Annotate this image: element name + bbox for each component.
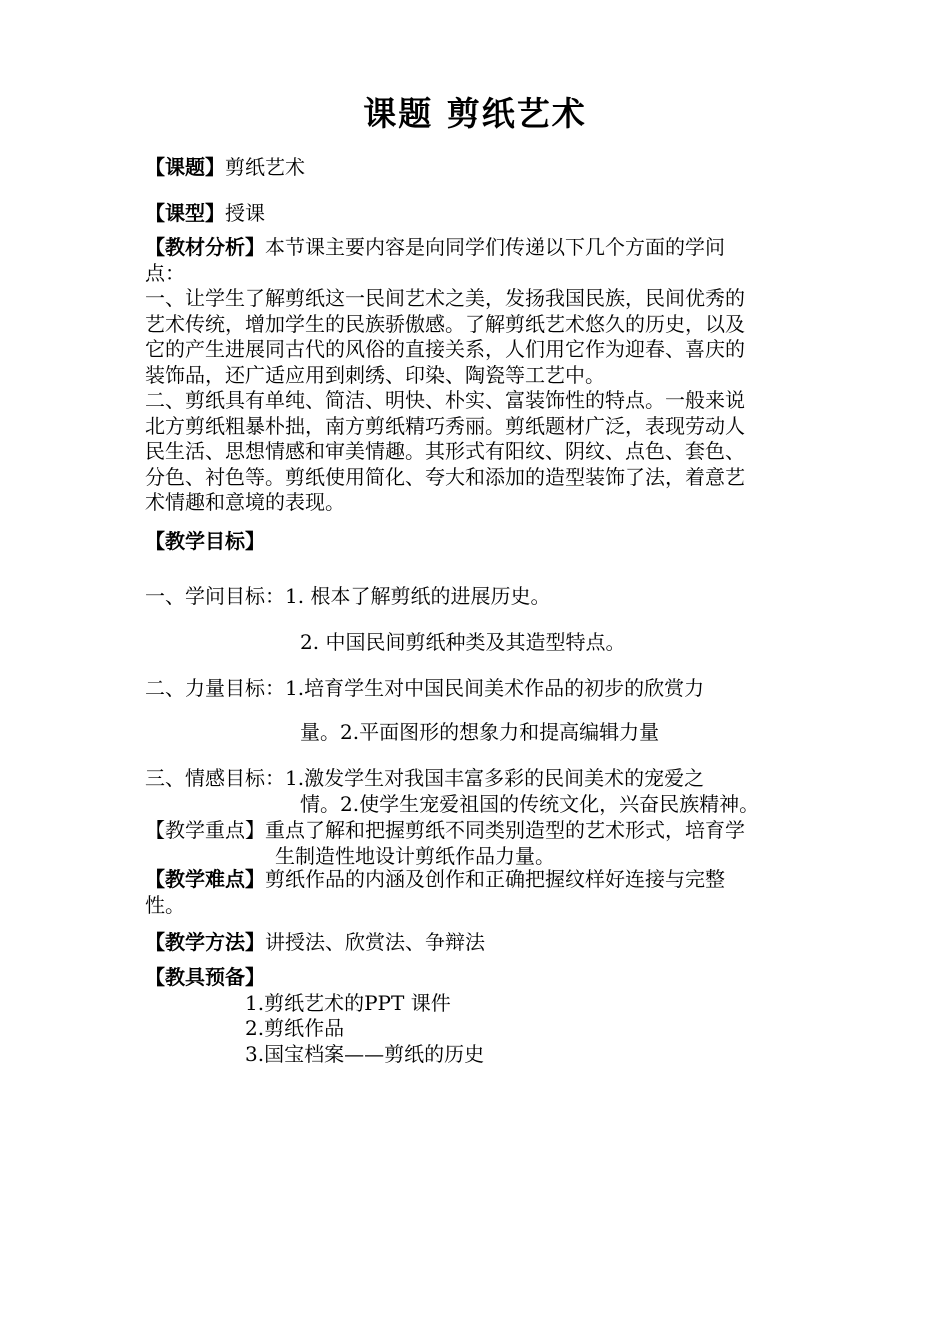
- type-label: 【课型】: [145, 201, 225, 225]
- emotion-goal-2: 情。2.使学生宠爱祖国的传统文化，兴奋民族精神。: [300, 792, 760, 816]
- goals-label: 【教学目标】: [145, 529, 265, 553]
- method-label: 【教学方法】: [145, 930, 265, 954]
- difficulty-label: 【教学难点】: [145, 867, 265, 891]
- analysis-intro-line-1: 本节课主要内容是向同学们传递以下几个方面的学问: [265, 235, 725, 259]
- emotion-goal-row: [145, 765, 704, 791]
- ability-goal-row: [145, 675, 704, 701]
- analysis-p1-line-1: 一、让学生了解剪纸这一民间艺术之美，发扬我国民族，民间优秀的: [145, 286, 745, 310]
- analysis-p1-line-3: 它的产生进展同古代的风俗的直接关系，人们用它作为迎春、喜庆的: [145, 337, 745, 361]
- tool-item-3: 3.国宝档案——剪纸的历史: [245, 1042, 485, 1066]
- topic-row: [145, 154, 305, 180]
- analysis-section: [145, 235, 825, 516]
- difficulty-row: [145, 866, 725, 892]
- tool-item-2: 2.剪纸作品: [245, 1016, 345, 1040]
- tool-item-1: 1.剪纸艺术的PPT 课件: [245, 991, 451, 1015]
- ability-goal-1: 1.培育学生对中国民间美术作品的初步的欣赏力: [285, 676, 705, 700]
- key-point-label: 【教学重点】: [145, 818, 265, 842]
- knowledge-goal-1: 1. 根本了解剪纸的进展历史。: [285, 584, 551, 608]
- method-row: [145, 929, 485, 955]
- difficulty-line-2: 性。: [145, 893, 185, 917]
- method-value: 讲授法、欣赏法、争辩法: [265, 930, 485, 954]
- knowledge-goal-2: 2. 中国民间剪纸种类及其造型特点。: [300, 630, 626, 654]
- page-title: 课题 剪纸艺术: [363, 94, 587, 133]
- topic-label: 【课题】: [145, 155, 225, 179]
- analysis-label: 【教材分析】: [145, 235, 265, 259]
- topic-value: 剪纸艺术: [225, 155, 305, 179]
- key-point-row: [145, 817, 745, 843]
- knowledge-goal-row: [145, 583, 550, 609]
- difficulty-line-1: 剪纸作品的内涵及创作和正确把握纹样好连接与完整: [265, 867, 725, 891]
- knowledge-goal-label: 一、学问目标：: [145, 584, 285, 608]
- analysis-p2-line-1: 二、剪纸具有单纯、简洁、明快、朴实、富装饰性的特点。一般来说: [145, 388, 745, 412]
- key-point-line-2: 生制造性地设计剪纸作品力量。: [275, 844, 555, 868]
- emotion-goal-1: 1.激发学生对我国丰富多彩的民间美术的宠爱之: [285, 766, 705, 790]
- ability-goal-label: 二、力量目标：: [145, 676, 285, 700]
- key-point-line-1: 重点了解和把握剪纸不同类别造型的艺术形式，培育学: [265, 818, 745, 842]
- tools-label: 【教具预备】: [145, 965, 265, 989]
- analysis-p2-line-2: 北方剪纸粗暴朴拙，南方剪纸精巧秀丽。剪纸题材广泛，表现劳动人: [145, 413, 745, 438]
- analysis-p2-line-4: 分色、衬色等。剪纸使用简化、夸大和添加的造型装饰了法，着意艺: [145, 464, 745, 489]
- type-value: 授课: [225, 201, 265, 225]
- analysis-p1-line-4: 装饰品，还广适应用到刺绣、印染、陶瓷等工艺中。: [145, 362, 605, 387]
- type-row: [145, 200, 265, 226]
- analysis-p2-line-3: 民生活、思想情感和审美情趣。其形式有阳纹、阴纹、点色、套色、: [145, 439, 745, 463]
- emotion-goal-label: 三、情感目标：: [145, 766, 285, 790]
- ability-goal-2: 量。2.平面图形的想象力和提高编辑力量: [300, 720, 660, 744]
- analysis-p2-line-5: 术情趣和意境的表现。: [145, 490, 345, 514]
- analysis-intro-line-2: 点：: [145, 260, 185, 285]
- analysis-p1-line-2: 艺术传统，增加学生的民族骄傲感。了解剪纸艺术悠久的历史，以及: [145, 311, 745, 336]
